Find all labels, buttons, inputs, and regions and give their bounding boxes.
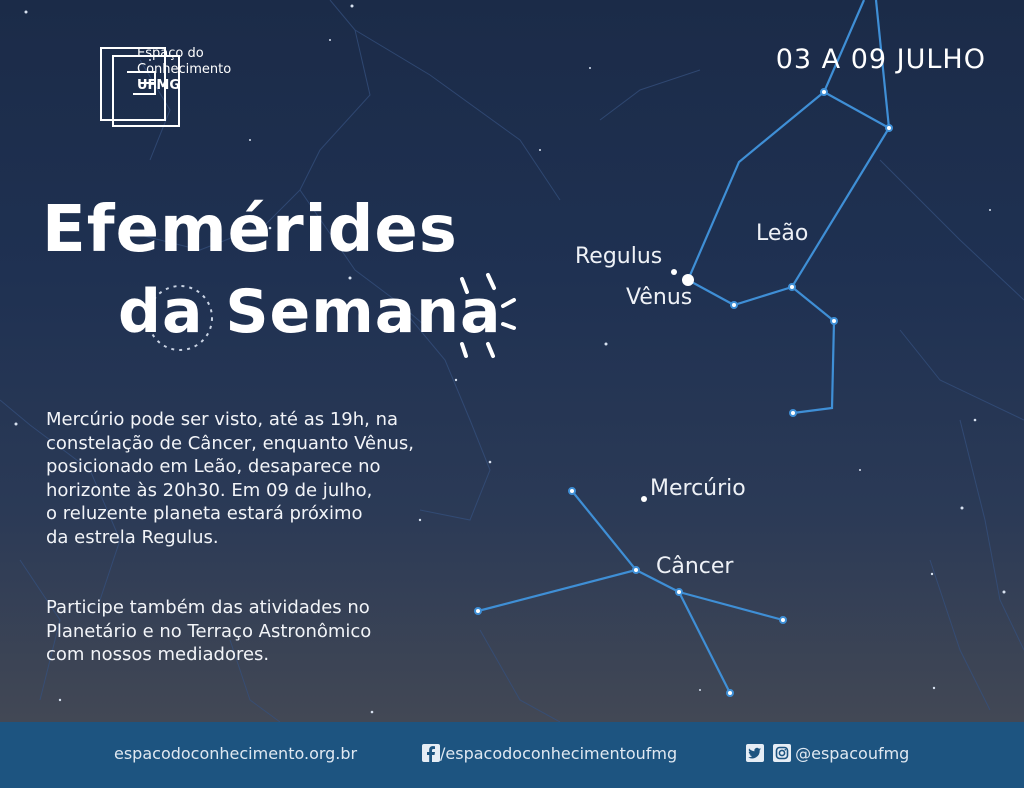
label-leao: Leão (756, 221, 809, 246)
cancer-constellation (478, 491, 783, 693)
footer-social-handle: @espacoufmg (795, 744, 910, 763)
paragraph-2 (46, 596, 486, 667)
footer-facebook-handle: /espacodoconhecimentoufmg (440, 744, 678, 763)
logo-line3: UFMG (137, 78, 181, 93)
label-regulus: Regulus (575, 244, 663, 269)
paragraph-2-line: Participe também das atividades no (46, 597, 370, 618)
instagram-icon (773, 744, 791, 762)
paragraph-2-line: Planetário e no Terraço Astronômico (46, 620, 372, 642)
paragraph-1-line: posicionado em Leão, desaparece no (46, 456, 381, 477)
title-last-letter: a (459, 277, 502, 347)
footer-bar (0, 722, 1024, 788)
date-range: 03 A 09 JULHO (775, 44, 986, 75)
cancer-stars (475, 488, 786, 696)
paragraph-1-line: o reluzente planeta estará próximo (46, 503, 363, 524)
label-cancer: Câncer (656, 554, 734, 579)
label-mercurio: Mercúrio (650, 476, 746, 501)
mercury-marker (641, 496, 647, 502)
title-word-semana: Semana (225, 277, 502, 347)
regulus-marker (671, 269, 677, 275)
logo-line2: Conhecimento (137, 62, 232, 77)
leo-stars (731, 89, 892, 416)
logo-text (137, 46, 231, 94)
paragraph-1-line: horizonte às 20h30. Em 09 de julho, (46, 479, 373, 501)
paragraph-1-line: constelação de Câncer, enquanto Vênus, (46, 432, 415, 454)
paragraph-1-line: da estrela Regulus. (46, 526, 219, 548)
title-line2 (118, 274, 501, 350)
footer-website-link[interactable]: espacodoconhecimento.org.br (114, 744, 358, 763)
paragraph-2-line: com nossos mediadores. (46, 644, 270, 665)
footer-facebook[interactable] (422, 744, 677, 763)
logo-line1: Espaço do (137, 46, 204, 61)
facebook-icon (422, 744, 440, 762)
twitter-icon (746, 744, 764, 762)
label-venus: Vênus (626, 285, 693, 310)
title-line1: Efemérides (42, 193, 458, 267)
title-word-da: da (118, 277, 204, 347)
footer-social[interactable] (746, 744, 909, 763)
paragraph-1 (46, 408, 486, 549)
paragraph-1-line: Mercúrio pode ser visto, até as 19h, na (46, 409, 399, 430)
